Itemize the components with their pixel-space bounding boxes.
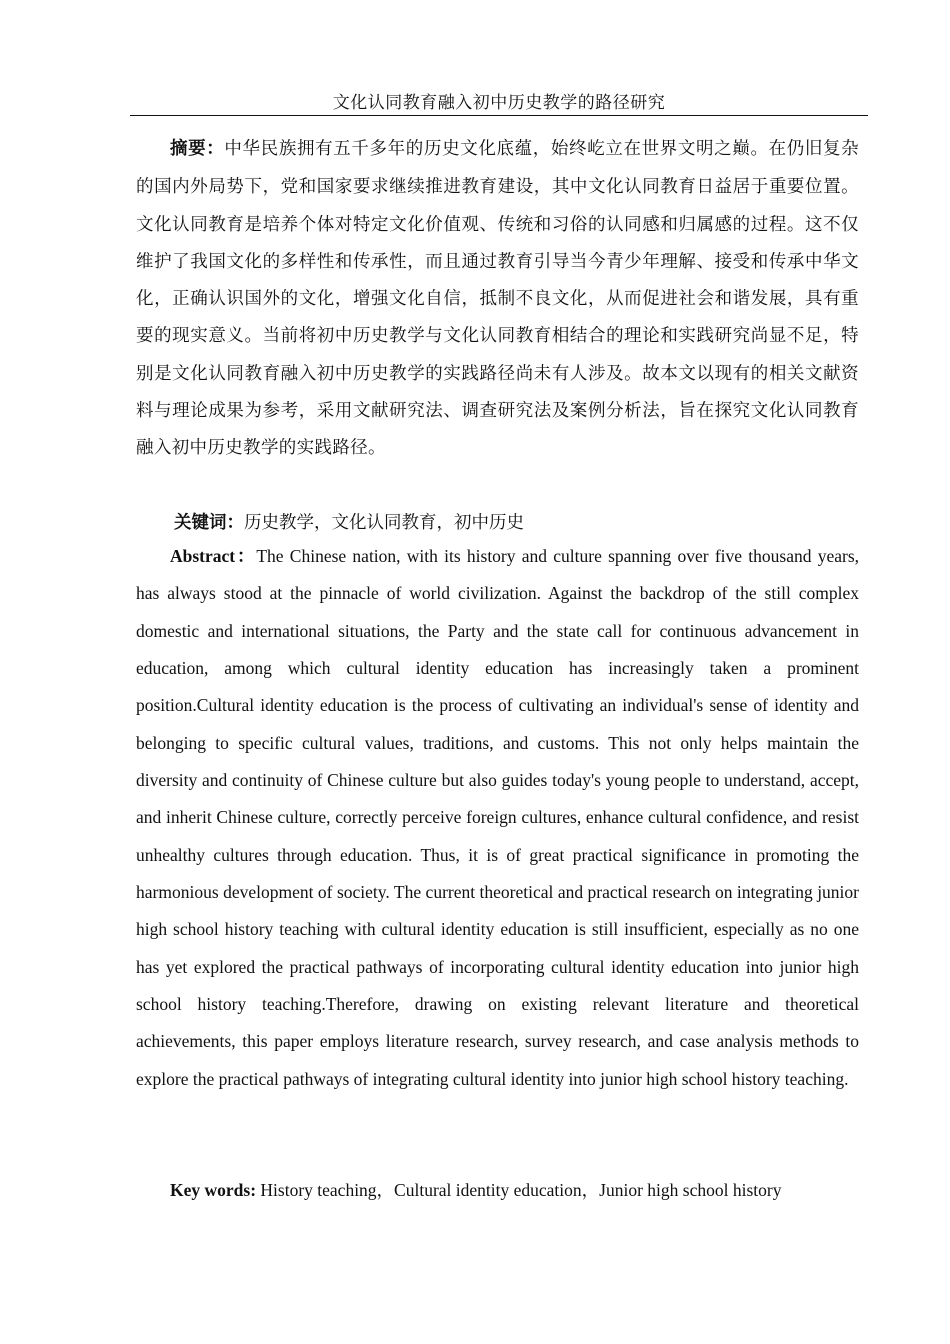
chinese-abstract-text: 中华民族拥有五千多年的历史文化底蕴，始终屹立在世界文明之巅。在仍旧复杂的国内外局势下，党和国家要求继续推进教育建设，其中文化认同教育日益居于重要位置。文化认同教育是培养个体对特定文化价值观、传统和习俗的认同感和归属感的过程。这不仅维护了我国文化的多样性和传承性，而且通过教育引导当今青少年理解、接受和传承中华文化，正确认识国外的文化，增强文化自信，抵制不良文化，从而促进社会和谐发展，具有重要的现实意义。当前将初中历史教学与文化认同教育相结合的理论和实践研究尚显不足，特别是文化认同教育融入初中历史教学的实践路径尚未有人涉及。故本文以现有的相关文献资料与理论成果为参考，采用文献研究法、调查研究法及案例分析法，旨在探究文化认同教育融入初中历史教学的实践路径。 [136, 138, 859, 458]
english-abstract-text: The Chinese nation, with its history and culture spanning over five thousand years, has always stood at the pinnacle of world civilization. Against the backdrop of the still complex domestic and international situations, the Party and the state call for continuous advancement in education, among which cultural identity education has increasingly taken a prominent position.Cultural identity education is the process of cultivating an individual's sense of identity and belonging to specific cultural values, traditions, and customs. This not only helps maintain the diversity and continuity of Chinese culture but also guides today's young people to understand, accept, and inherit Chinese culture, correctly perceive foreign cultures, enhance cultural confidence, and resist unhealthy cultures through education. Thus, it is of great practical significance in promoting the harmonious development of society. The current theoretical and practical research on integrating junior high school history teaching with cultural identity education is still insufficient, especially as no one has yet explored the practical pathways of incorporating cultural identity education into junior high school history teaching.Therefore, drawing on existing relevant literature and theoretical achievements, this paper employs literature research, survey research, and case analysis methods to explore the practical pathways of integrating cultural identity into junior high school history teaching. [136, 546, 860, 1089]
english-keywords-label: Key words: [170, 1180, 257, 1200]
english-abstract-label: Abstract： [170, 546, 257, 566]
chinese-keywords-text: 历史教学，文化认同教育，初中历史 [244, 512, 524, 532]
chinese-abstract [136, 130, 859, 467]
english-keywords [136, 1172, 859, 1209]
running-header-title: 文化认同教育融入初中历史教学的路径研究 [332, 93, 666, 112]
chinese-keywords-label: 关键词： [174, 513, 244, 533]
chinese-keywords [136, 505, 859, 540]
header-rule [130, 115, 868, 116]
english-keywords-text: History teaching，Cultural identity education，Junior high school history [256, 1180, 782, 1200]
chinese-abstract-label: 摘要： [170, 139, 225, 159]
english-abstract [136, 538, 859, 1098]
